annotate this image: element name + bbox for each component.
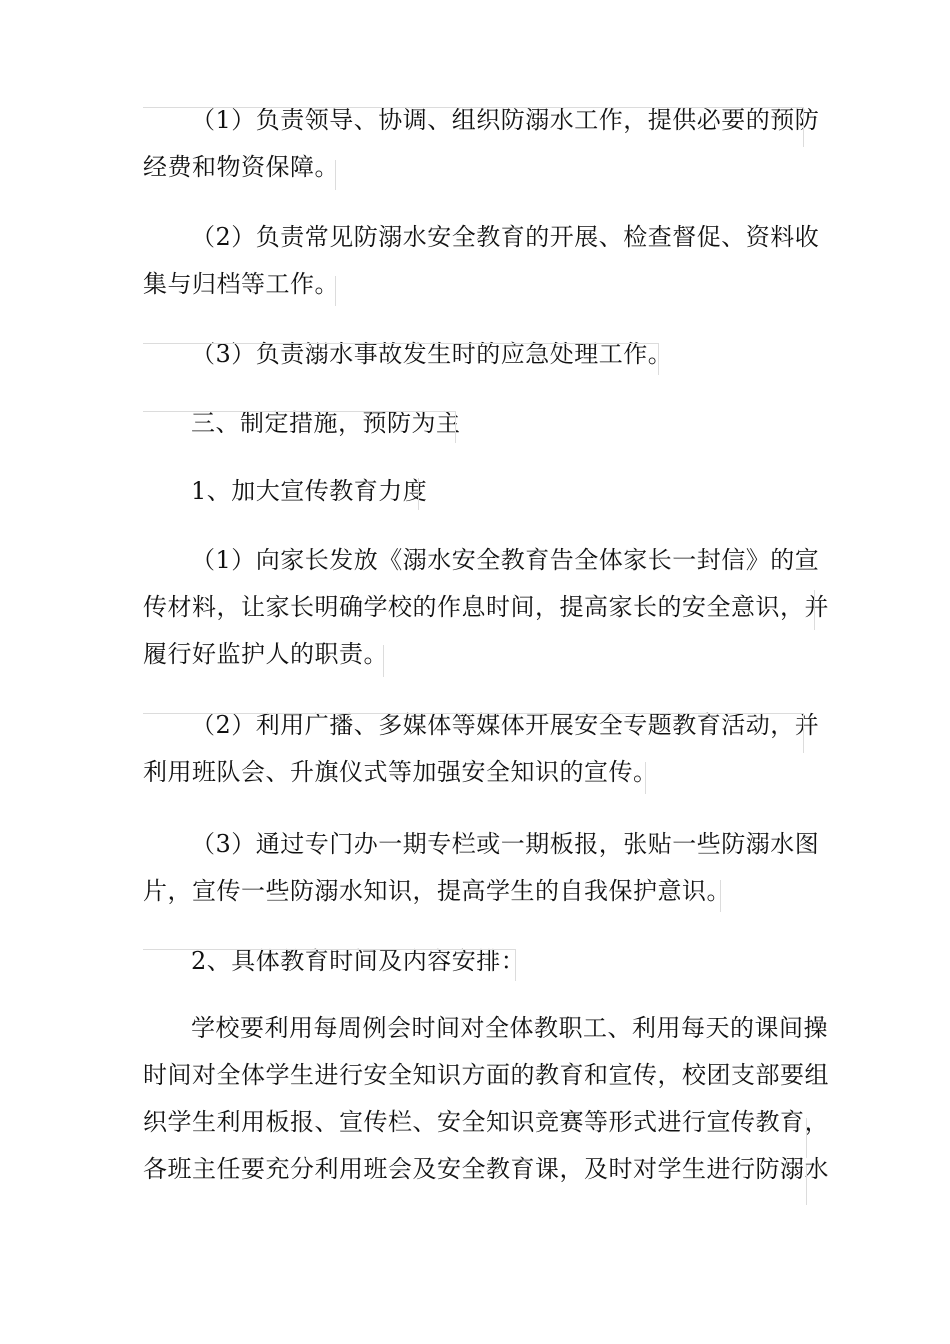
text-line: （3）通过专门办一期专栏或一期板报，张贴一些防溺水图 [191,830,820,858]
text-line: （2）负责常见防溺水安全教育的开展、检查督促、资料收 [191,223,820,251]
text-line: 2、具体教育时间及内容安排： [191,947,526,975]
scan-frame-mark [806,1165,807,1205]
scan-frame-mark [383,645,384,677]
section-heading [143,400,461,447]
scan-frame-mark [803,713,804,753]
text-line: （2）利用广播、多媒体等媒体开展安全专题教育活动，并 [191,711,820,739]
scan-frame-mark [455,411,456,443]
scan-frame-mark [658,343,659,375]
paragraph-measure-2 [143,702,819,796]
text-line: 利用班队会、升旗仪式等加强安全知识的宣传。 [143,758,658,786]
scan-frame-mark [814,590,815,630]
text-line: （1）向家长发放《溺水安全教育告全体家长一封信》的宣 [191,546,820,574]
paragraph-duty-1 [143,97,819,191]
text-line: （3）负责溺水事故发生时的应急处理工作。 [191,340,673,368]
scan-frame-mark [143,713,803,714]
text-line: 传材料，让家长明确学校的作息时间，提高家长的安全意识，并 [143,593,829,621]
subsection-heading [143,468,427,515]
scan-frame-mark [803,107,804,147]
text-line: 时间对全体学生进行安全知识方面的教育和宣传，校团支部要组 [143,1061,829,1089]
text-line: 履行好监护人的职责。 [143,640,388,668]
text-line: 各班主任要充分利用班会及安全教育课，及时对学生进行防溺水 [143,1155,829,1183]
text-line: 织学生利用板报、宣传栏、安全知识竞赛等形式进行宣传教育， [143,1108,829,1136]
text-line: 经费和物资保障。 [143,153,339,181]
scan-frame-mark [143,107,803,108]
scan-frame-mark [143,411,455,412]
scan-frame-mark [515,949,516,981]
text-line: 三、制定措施，预防为主 [191,409,461,437]
text-line: 学校要利用每周例会时间对全体教职工、利用每天的课间操 [191,1014,828,1042]
scan-frame-mark [143,343,658,344]
paragraph-measure-3 [143,821,819,915]
scan-frame-mark [335,276,336,306]
text-line: 1、加大宣传教育力度 [191,477,428,505]
paragraph-schedule [143,1005,829,1193]
text-line: 片，宣传一些防溺水知识，提高学生的自我保护意识。 [143,877,731,905]
paragraph-measure-1 [143,537,829,678]
scan-frame-mark [720,880,721,912]
scan-frame-mark [335,160,336,190]
scan-frame-mark [645,762,646,794]
text-line: （1）负责领导、协调、组织防溺水工作，提供必要的预防 [191,106,820,134]
text-line: 集与归档等工作。 [143,270,339,298]
scan-frame-mark [418,478,419,510]
scan-frame-mark [806,1118,807,1158]
scan-frame-mark [143,949,515,950]
paragraph-duty-2 [143,214,819,308]
subsection-heading [143,938,525,985]
paragraph-duty-3 [143,331,672,378]
